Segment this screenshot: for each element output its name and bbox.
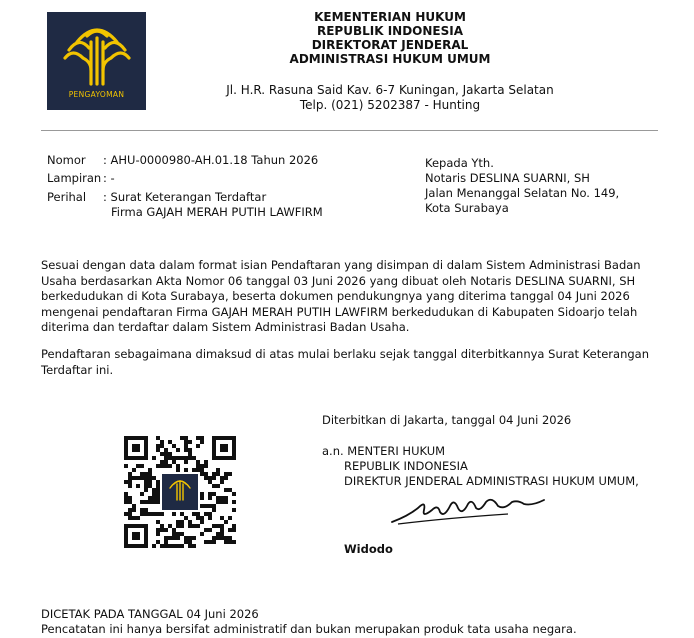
qr-module [140,464,144,468]
qr-module [184,540,188,544]
paragraph-line: Pendaftaran sebagaimana dimaksud di atas mulai berlaku sejak tanggal diterbitkannya Surat Keterangan [41,347,649,361]
qr-module [216,472,220,476]
signatory-name: Widodo [344,542,393,556]
qr-module [212,476,216,480]
qr-module [156,512,160,516]
qr-module [220,528,224,532]
qr-module [168,452,172,456]
qr-module [220,476,224,480]
qr-module [148,480,152,484]
header-line-4: ADMINISTRASI HUKUM UMUM [289,52,491,66]
qr-module [132,504,136,508]
qr-module [204,464,208,468]
qr-module [220,524,224,528]
recipient-line: Notaris DESLINA SUARNI, SH [425,171,590,185]
ministry-logo [47,12,146,110]
qr-module [136,476,140,480]
qr-module [160,440,164,444]
qr-module [140,508,144,512]
qr-module [208,504,212,508]
qr-module [160,512,164,516]
qr-module [216,484,220,488]
qr-module [212,504,216,508]
qr-module [160,528,164,532]
qr-module [196,464,200,468]
qr-module [188,536,192,540]
qr-module [136,484,140,488]
paragraph-line: mengenai pendaftaran Firma GAJAH MERAH PUTIH LAWFIRM berkedudukan di Kabupaten Sidoarjo telah [41,304,638,319]
qr-module [156,444,160,448]
qr-module [184,440,188,444]
qr-module [132,476,136,480]
qr-module [220,496,224,500]
qr-module [228,540,232,544]
qr-module [204,528,208,532]
nomor-value: : AHU-0000980-AH.01.18 Tahun 2026 [103,153,319,167]
qr-module [180,520,184,524]
qr-module [144,476,148,480]
qr-module [224,476,228,480]
recipient-block [425,156,619,216]
qr-module [176,468,180,472]
qr-module [228,516,232,520]
qr-module [204,476,208,480]
qr-module [156,448,160,452]
qr-module [196,468,200,472]
qr-module [148,500,152,504]
qr-module [212,536,216,540]
qr-module [180,544,184,548]
paragraph-line: Usaha berdasarkan Akta Nomor 06 tanggal 03 Juni 2026 yang dibuat oleh Notaris DESLINA SUARNI, SH [41,273,636,288]
qr-module [188,448,192,452]
qr-module [172,532,176,536]
qr-module [196,436,200,440]
qr-module [180,524,184,528]
qr-module [152,496,156,500]
qr-module [180,456,184,460]
qr-module [144,484,148,488]
qr-module [200,504,204,508]
qr-module [140,500,144,504]
qr-module [204,540,208,544]
body-paragraph-1 [41,258,656,336]
qr-module [208,480,212,484]
qr-module [200,440,204,444]
qr-module [168,440,172,444]
header-phone: Telp. (021) 5202387 - Hunting [299,98,481,112]
lampiran-value: : - [103,171,115,185]
qr-module [128,500,132,504]
qr-module [164,528,168,532]
perihal-value-1: : Surat Keterangan Terdaftar [103,190,267,204]
qr-module [184,468,188,472]
qr-module [220,480,224,484]
qr-module [168,524,172,528]
header-line-3: DIREKTORAT JENDERAL [311,38,469,52]
qr-module [132,468,136,472]
qr-module [128,516,132,520]
qr-module [216,524,220,528]
qr-module [232,540,236,544]
qr-module [156,464,160,468]
qr-module [156,484,160,488]
qr-module [132,508,136,512]
qr-module [152,476,156,480]
qr-module [224,496,228,500]
qr-module [176,544,180,548]
qr-module [220,536,224,540]
lampiran-label: Lampiran [47,171,102,185]
qr-module [148,472,152,476]
qr-module [196,516,200,520]
qr-module [156,520,160,524]
qr-module [128,512,132,516]
qr-module [188,452,192,456]
qr-module [180,436,184,440]
qr-module [152,544,156,548]
qr-module [176,524,180,528]
qr-module [152,488,156,492]
qr-module [168,544,172,548]
country-line: REPUBLIK INDONESIA [344,459,468,473]
qr-module [140,492,144,496]
qr-module [192,536,196,540]
qr-module [204,512,208,516]
qr-module [168,536,172,540]
issued-line: Diterbitkan di Jakarta, tanggal 04 Juni 2026 [322,413,572,427]
qr-module [172,528,176,532]
qr-module [228,488,232,492]
paragraph-line: diterima dan terdaftar dalam Sistem Administrasi Badan Usaha. [41,320,410,334]
logo-caption: PENGAYOMAN [68,90,125,99]
qr-module [196,460,200,464]
qr-module [200,472,204,476]
qr-module [172,460,176,464]
recipient-line: Jalan Menanggal Selatan No. 149, [425,186,620,200]
qr-module [156,492,160,496]
qr-module [208,528,212,532]
qr-module [172,512,176,516]
qr-module [124,500,128,504]
qr-module [184,460,188,464]
qr-module [128,508,132,512]
qr-module [168,456,172,460]
qr-module [152,512,156,516]
qr-module [188,456,192,460]
qr-module [192,524,196,528]
qr-module [176,448,180,452]
qr-module [216,532,220,536]
qr-module [124,512,128,516]
qr-module [228,528,232,532]
qr-module [200,464,204,468]
qr-module [204,460,208,464]
qr-module [216,500,220,504]
qr-module [124,496,128,500]
handwritten-signature [388,488,558,528]
qr-module [176,536,180,540]
qr-module [208,476,212,480]
qr-module [232,524,236,528]
qr-module [148,468,152,472]
qr-module [224,488,228,492]
qr-module [156,480,160,484]
qr-module [196,444,200,448]
official-title: DIREKTUR JENDERAL ADMINISTRASI HUKUM UMUM, [344,474,639,488]
qr-module [156,496,160,500]
qr-module [172,536,176,540]
qr-module [180,532,184,536]
qr-module [124,480,128,484]
qr-module [200,532,204,536]
qr-module [132,516,136,520]
qr-module [204,472,208,476]
recipient-line: Kepada Yth. [425,156,494,170]
qr-module [208,540,212,544]
qr-module [196,512,200,516]
qr-module [224,500,228,504]
qr-module [200,520,204,524]
qr-module [176,520,180,524]
qr-module [164,544,168,548]
qr-module [156,540,160,544]
qr-module [232,528,236,532]
qr-module [160,464,164,468]
qr-module [188,540,192,544]
qr-module [156,500,160,504]
qr-module [160,444,164,448]
qr-module [232,492,236,496]
qr-module [216,536,220,540]
qr-module [220,516,224,520]
qr-module [160,544,164,548]
qr-module [172,456,176,460]
qr-module [192,544,196,548]
qr-module [160,452,164,456]
qr-module [224,520,228,524]
qr-module [224,536,228,540]
qr-module [208,516,212,520]
printed-date: DICETAK PADA TANGGAL 04 Juni 2026 [41,607,259,621]
body-paragraph-2 [41,347,656,378]
qr-module [136,464,140,468]
qr-module [156,532,160,536]
perihal-value-2: Firma GAJAH MERAH PUTIH LAWFIRM [111,205,323,219]
qr-module [160,460,164,464]
qr-module [196,524,200,528]
qr-module [152,492,156,496]
qr-module [152,456,156,460]
qr-module [192,468,196,472]
qr-module [144,500,148,504]
qr-module [124,464,128,468]
qr-module [156,436,160,440]
qr-module [212,540,216,544]
qr-module [140,476,144,480]
qr-module [220,500,224,504]
qr-module [184,448,188,452]
qr-module [124,492,128,496]
qr-module [220,532,224,536]
qr-module [148,496,152,500]
qr-module [212,472,216,476]
qr-module [224,472,228,476]
paragraph-line: Terdaftar ini. [41,362,114,377]
nomor-label: Nomor [47,153,86,167]
qr-module [208,512,212,516]
qr-module [140,472,144,476]
qr-module [164,456,168,460]
on-behalf-line: a.n. MENTERI HUKUM [322,444,446,458]
qr-module [200,492,204,496]
qr-module [144,508,148,512]
qr-module [184,456,188,460]
qr-module [180,512,184,516]
qr-module [176,532,180,536]
qr-module [144,480,148,484]
qr-module [160,524,164,528]
qr-module [216,496,220,500]
qr-module [156,528,160,532]
footer-note: Pencatatan ini hanya bersifat administratif dan bukan merupakan produk tata usaha negara. [41,622,577,636]
qr-module [188,440,192,444]
qr-module [128,472,132,476]
qr-module [164,536,168,540]
qr-module [168,464,172,468]
paragraph-line: Sesuai dengan data dalam format isian Pendaftaran yang disimpan di dalam Sistem Administrasi Badan [41,258,641,272]
perihal-label: Perihal [47,190,87,204]
recipient-line: Kota Surabaya [425,201,509,215]
qr-module [136,516,140,520]
qr-module [128,496,132,500]
qr-module [208,492,212,496]
qr-module [148,484,152,488]
qr-module [128,480,132,484]
qr-module [156,488,160,492]
qr-module [212,484,216,488]
qr-module [232,500,236,504]
qr-module [128,476,132,480]
qr-module [176,464,180,468]
qr-module [176,456,180,460]
qr-module [144,512,148,516]
qr-module [164,464,168,468]
qr-module [188,544,192,548]
qr-module [172,444,176,448]
qr-module [192,512,196,516]
qr-module [224,540,228,544]
qr-module [172,544,176,548]
qr-module [232,508,236,512]
qr-module [164,460,168,464]
qr-module [200,516,204,520]
qr-module [212,492,216,496]
qr-module [164,448,168,452]
qr-module [184,536,188,540]
qr-module [128,484,132,488]
qr-module [228,472,232,476]
qr-module [212,508,216,512]
qr-module [228,536,232,540]
qr-module [200,436,204,440]
qr-module [216,468,220,472]
qr-module [144,472,148,476]
qr-module [144,488,148,492]
qr-module [204,504,208,508]
qr-module [212,524,216,528]
qr-module [208,496,212,500]
header-address: Jl. H.R. Rasuna Said Kav. 6-7 Kuningan, Jakarta Selatan [226,83,554,97]
qr-module [188,520,192,524]
qr-module [140,512,144,516]
qr-module [188,524,192,528]
qr-module [148,476,152,480]
qr-module [184,444,188,448]
qr-module [148,512,152,516]
qr-module [192,456,196,460]
qr-module [200,468,204,472]
qr-module [164,540,168,544]
header-line-1: KEMENTERIAN HUKUM [314,10,466,24]
header-divider [41,130,658,131]
qr-code [124,436,236,548]
qr-module [184,516,188,520]
qr-module [164,452,168,456]
qr-module [184,436,188,440]
paragraph-line: berkedudukan di Kota Surabaya, beserta dokumen pendukungnya yang diterima tanggal 04 Juni 2026 [41,289,630,303]
qr-module [152,500,156,504]
qr-module [200,496,204,500]
header-line-2: REPUBLIK INDONESIA [316,24,463,38]
